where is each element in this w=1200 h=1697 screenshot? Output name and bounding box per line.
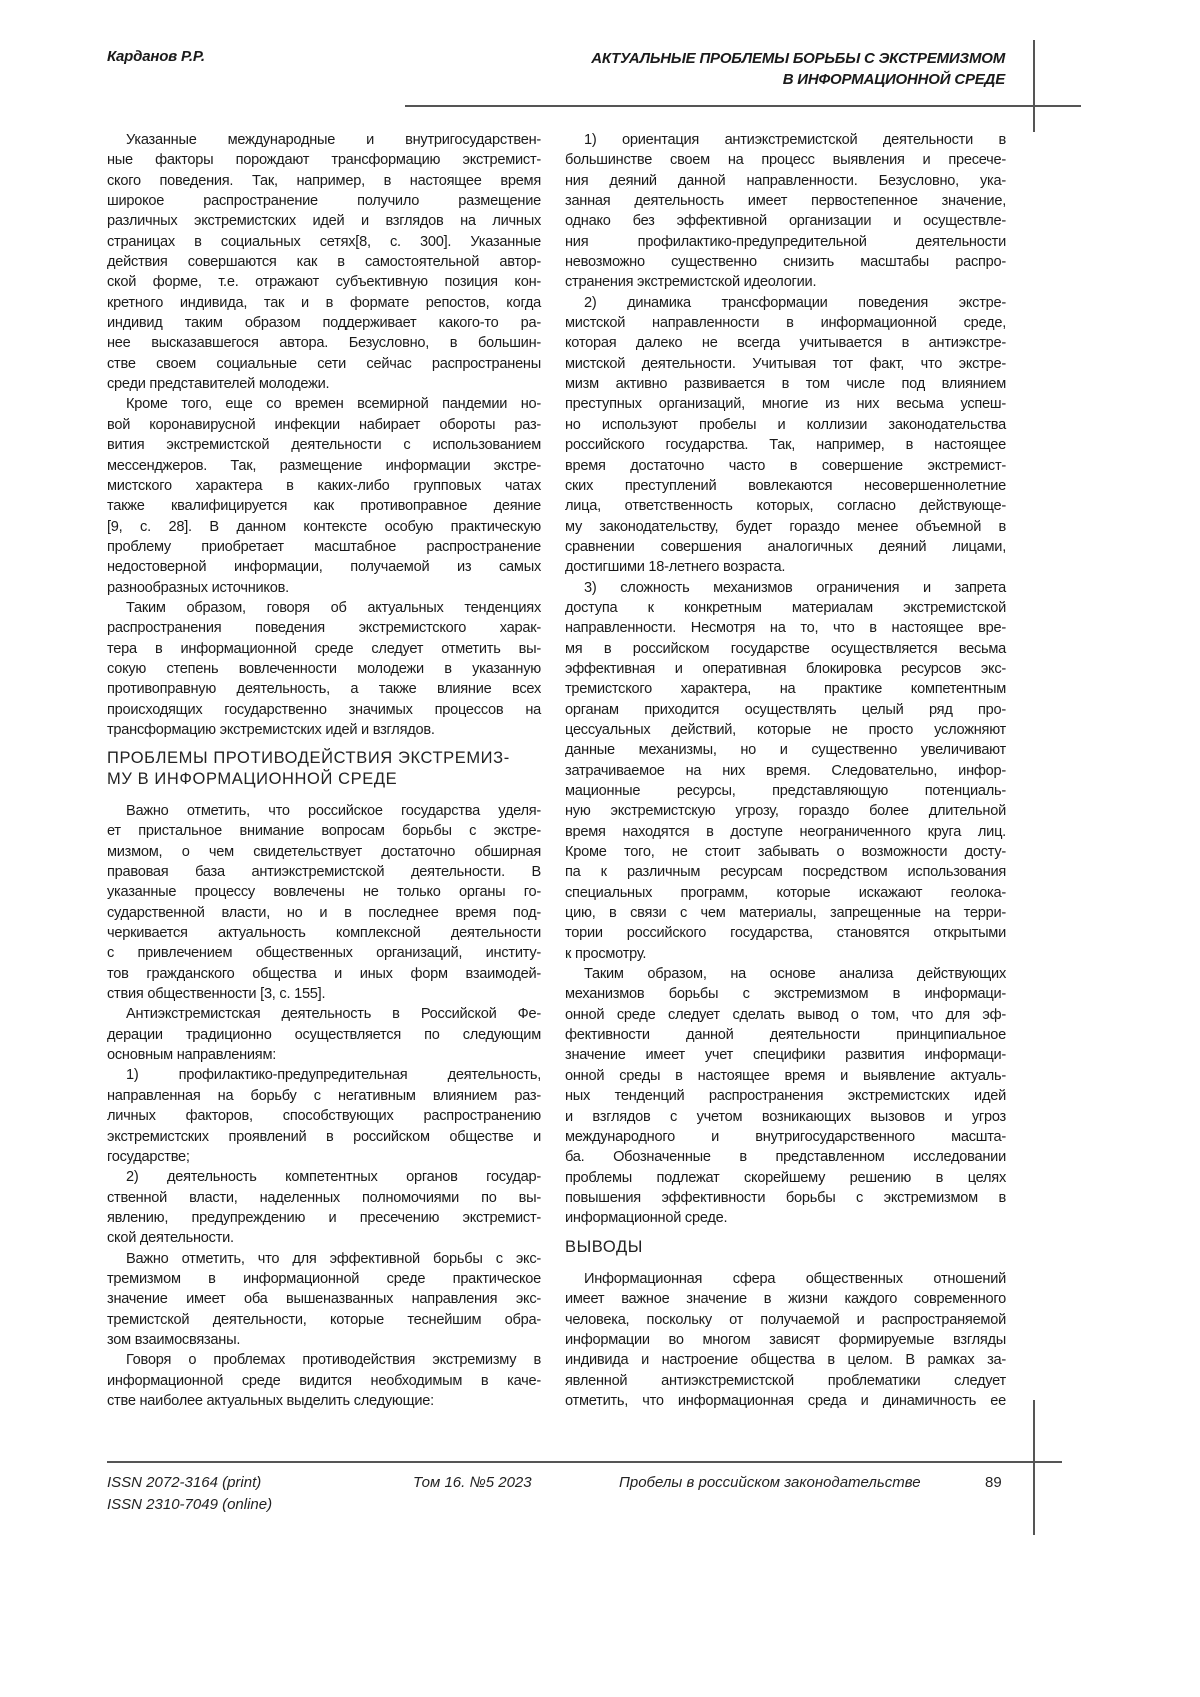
paragraph [565, 578, 1006, 965]
text-line: тории российского государства, становятся открытыми [565, 923, 1006, 943]
text-line: странения экстремистской идеологии. [565, 272, 1006, 292]
text-line: Кроме того, не стоит забывать о возможности досту- [565, 842, 1006, 862]
text-line: личных факторов, способствующих распространению [107, 1106, 541, 1126]
text-line: ба. Обозначенные в представленном исследовании [565, 1147, 1006, 1167]
paragraph [107, 598, 541, 740]
text-line: мистского характера в каких-либо групповых чатах [107, 476, 541, 496]
text-line: отметить, что информационная среда и динамичность ее [565, 1391, 1006, 1411]
text-line: мя в российском государстве осуществляется весьма [565, 639, 1006, 659]
text-line: ственной власти, наделенных полномочиями по вы- [107, 1188, 541, 1208]
text-line: цию, в связи с чем материалы, запрещенные на терри- [565, 903, 1006, 923]
text-line: распространения поведения экстремистского харак- [107, 618, 541, 638]
text-line: российского государства. Так, например, в настоящее [565, 435, 1006, 455]
journal-name: Пробелы в российском законодательстве [619, 1474, 921, 1491]
text-line: тремистской деятельности, которые теснейшим обра- [107, 1310, 541, 1330]
text-line: Антиэкстремистская деятельность в Российской Фе- [107, 1004, 541, 1024]
running-head-title [591, 48, 1005, 90]
text-line: различных экстремистских идей и взглядов на личных [107, 211, 541, 231]
text-line: цессуальных действий, которые не просто усложняют [565, 720, 1006, 740]
text-line: с привлечением общественных организаций, институ- [107, 943, 541, 963]
section-heading [565, 1237, 1006, 1257]
paragraph [107, 1004, 541, 1065]
paragraph [107, 1249, 541, 1351]
text-line: па к различным ресурсам посредством использования [565, 862, 1006, 882]
text-line: сокую степень вовлеченности молодежи в указанную [107, 659, 541, 679]
text-line: и взглядов с учетом возникающих вызовов и угроз [565, 1107, 1006, 1127]
text-line: большинстве своем на процесс выявления и пресече- [565, 150, 1006, 170]
text-line: органам приходится осуществлять целый ряд про- [565, 700, 1006, 720]
text-line: затрачиваемое на них время. Следовательно, инфор- [565, 761, 1006, 781]
text-line: ные факторы порождают трансформацию экстремист- [107, 150, 541, 170]
text-line: но используют пробелы и коллизии законодательства [565, 415, 1006, 435]
footer-vertical-rule [1033, 1400, 1035, 1535]
text-line: нее высказавшегося автора. Безусловно, в большин- [107, 333, 541, 353]
text-line: ных тенденций распространения экстремистских идей [565, 1086, 1006, 1106]
text-line: достигшими 18-летнего возраста. [565, 557, 1006, 577]
text-line: страницах в социальных сетях[8, с. 300]. Указанные [107, 232, 541, 252]
text-line: данные механизмы, но и существенно увеличивают [565, 740, 1006, 760]
paragraph [107, 801, 541, 1004]
right-column [565, 130, 1006, 1411]
text-line: Важно отметить, что для эффективной борьбы с экс- [107, 1249, 541, 1269]
text-line: государстве; [107, 1147, 541, 1167]
header-horizontal-rule [405, 105, 1081, 107]
section-heading [107, 748, 541, 789]
text-line: противоправную деятельность, а также влияние всех [107, 679, 541, 699]
text-line: значение имеет учет специфики развития информаци- [565, 1045, 1006, 1065]
text-line: информационной среде видится необходимым в каче- [107, 1371, 541, 1391]
text-line: явленной антиэкстремистской проблематики следует [565, 1371, 1006, 1391]
text-line: повышения эффективности борьбы с экстремизмом в [565, 1188, 1006, 1208]
text-line: мизмом, о чем свидетельствует достаточно обширная [107, 842, 541, 862]
text-line: происходящих государственно значимых процессов на [107, 700, 541, 720]
paragraph [565, 130, 1006, 293]
text-line: направленности. Несмотря на то, что в настоящее вре- [565, 618, 1006, 638]
text-line: преступных организаций, многие из них весьма успеш- [565, 394, 1006, 414]
text-line: тера в информационной среде следует отметить вы- [107, 639, 541, 659]
volume-issue: Том 16. №5 2023 [413, 1474, 532, 1491]
text-line: ную экстремистскую угрозу, гораздо более длительной [565, 801, 1006, 821]
text-line: значение имеет оба вышеназванных направления экс- [107, 1289, 541, 1309]
left-column [107, 130, 541, 1411]
text-line: 2) деятельность компетентных органов государ- [107, 1167, 541, 1187]
text-line: широкое распространение получило размещение [107, 191, 541, 211]
text-line: кретного индивида, так и в формате репостов, когда [107, 293, 541, 313]
text-line: время достаточно часто в совершение экстремист- [565, 456, 1006, 476]
text-line: эффективная и оперативная блокировка ресурсов экс- [565, 659, 1006, 679]
text-line: однако без эффективной организации и осуществле- [565, 211, 1006, 231]
paragraph [565, 964, 1006, 1228]
text-line: Кроме того, еще со времен всемирной пандемии но- [107, 394, 541, 414]
text-line: Указанные международные и внутригосударствен- [107, 130, 541, 150]
text-line: лица, ответственность которых, согласно действующе- [565, 496, 1006, 516]
paragraph [107, 130, 541, 394]
text-line: к просмотру. [565, 944, 1006, 964]
running-head-title-line: В ИНФОРМАЦИОННОЙ СРЕДЕ [591, 69, 1005, 90]
text-line: фективности данной деятельности принципиальное [565, 1025, 1006, 1045]
paragraph [107, 394, 541, 597]
text-line: разнообразных источников. [107, 578, 541, 598]
text-line: мистской деятельности. Учитывая тот факт, что экстре- [565, 354, 1006, 374]
text-line: недостоверной информации, получаемой из самых [107, 557, 541, 577]
text-line: указанные процессу вовлечены не только органы го- [107, 882, 541, 902]
text-line: тремистского характера, на практике компетентным [565, 679, 1006, 699]
text-line: мизм активно развивается в том числе под влиянием [565, 374, 1006, 394]
paragraph [565, 293, 1006, 578]
text-line: онной среды в настоящее время и выявление актуаль- [565, 1066, 1006, 1086]
text-line: также квалифицируется как противоправное деяние [107, 496, 541, 516]
text-line: информационной среде. [565, 1208, 1006, 1228]
text-line: тремизмом в информационной среде практическое [107, 1269, 541, 1289]
text-line: сударственной власти, но и в последнее время под- [107, 903, 541, 923]
paragraph [107, 1167, 541, 1248]
running-head-author: Карданов Р.Р. [107, 48, 205, 65]
text-line: 1) ориентация антиэкстремистской деятельности в [565, 130, 1006, 150]
text-line: механизмов борьбы с экстремизмом в информаци- [565, 984, 1006, 1004]
text-line: явлению, предупреждению и пресечению экстремист- [107, 1208, 541, 1228]
text-line: международного и внутригосударственного масшта- [565, 1127, 1006, 1147]
text-line: ет пристальное внимание вопросам борьбы с экстре- [107, 821, 541, 841]
text-line: занная деятельность имеет первостепенное значение, [565, 191, 1006, 211]
text-line: доступа к конкретным материалам экстремистской [565, 598, 1006, 618]
heading-line: МУ В ИНФОРМАЦИОННОЙ СРЕДЕ [107, 769, 541, 789]
text-line: стве наиболее актуальных выделить следующие: [107, 1391, 541, 1411]
text-line: индивид таким образом поддерживает какого-то ра- [107, 313, 541, 333]
text-line: ния профилактико-предупредительной деятельности [565, 232, 1006, 252]
text-line: экстремистских проявлений в российском обществе и [107, 1127, 541, 1147]
text-line: которая далеко не всегда учитывается в антиэкстре- [565, 333, 1006, 353]
paragraph [565, 1269, 1006, 1411]
issn-online: ISSN 2310-7049 (online) [107, 1496, 272, 1513]
header-vertical-rule [1033, 40, 1035, 132]
text-line: стве своем социальные сети сейчас распространены [107, 354, 541, 374]
text-line: время находятся в доступе неограниченного круга лиц. [565, 822, 1006, 842]
paragraph [107, 1350, 541, 1411]
text-line: черкивается актуальность комплексной деятельности [107, 923, 541, 943]
text-line: му законодательству, будет гораздо менее объемной в [565, 517, 1006, 537]
text-line: дерации традиционно осуществляется по следующим [107, 1025, 541, 1045]
text-line: 1) профилактико-предупредительная деятельность, [107, 1065, 541, 1085]
heading-line: ПРОБЛЕМЫ ПРОТИВОДЕЙСТВИЯ ЭКСТРЕМИЗ- [107, 748, 541, 768]
text-line: среди представителей молодежи. [107, 374, 541, 394]
text-line: проблемы подлежат скорейшему решению в целях [565, 1168, 1006, 1188]
running-head-title-line: АКТУАЛЬНЫЕ ПРОБЛЕМЫ БОРЬБЫ С ЭКСТРЕМИЗМОМ [591, 48, 1005, 69]
paragraph [107, 1065, 541, 1167]
page-number: 89 [985, 1474, 1002, 1491]
text-line: Говоря о проблемах противодействия экстремизму в [107, 1350, 541, 1370]
text-line: специальных программ, которые искажают геолока- [565, 883, 1006, 903]
text-line: тов гражданского общества и иных форм взаимодей- [107, 964, 541, 984]
text-line: проблему приобретает масштабное распространение [107, 537, 541, 557]
text-line: правовая база антиэкстремистской деятельности. В [107, 862, 541, 882]
text-line: сравнении совершения аналогичных деяний лицами, [565, 537, 1006, 557]
text-line: ской форме, т.е. отражают субъективную позиция кон- [107, 272, 541, 292]
text-line: основным направлениям: [107, 1045, 541, 1065]
text-line: человека, поскольку от получаемой и распространяемой [565, 1310, 1006, 1330]
text-line: [9, с. 28]. В данном контексте особую практическую [107, 517, 541, 537]
text-line: индивида и настроение общества в целом. В рамках за- [565, 1350, 1006, 1370]
text-line: ской деятельности. [107, 1228, 541, 1248]
text-line: вой коронавирусной инфекции набирает обороты раз- [107, 415, 541, 435]
text-line: Информационная сфера общественных отношений [565, 1269, 1006, 1289]
text-line: Таким образом, на основе анализа действующих [565, 964, 1006, 984]
text-line: ствия общественности [3, с. 155]. [107, 984, 541, 1004]
text-line: действия совершаются как в самостоятельной автор- [107, 252, 541, 272]
text-line: ского поведения. Так, например, в настоящее время [107, 171, 541, 191]
text-line: мационные ресурсы, представляющую потенциаль- [565, 781, 1006, 801]
text-line: Таким образом, говоря об актуальных тенденциях [107, 598, 541, 618]
issn-print: ISSN 2072-3164 (print) [107, 1474, 261, 1491]
text-line: 3) сложность механизмов ограничения и запрета [565, 578, 1006, 598]
text-line: Важно отметить, что российское государства уделя- [107, 801, 541, 821]
text-line: мессенджеров. Так, размещение информации экстре- [107, 456, 541, 476]
text-line: имеет важное значение в жизни каждого современного [565, 1289, 1006, 1309]
footer-horizontal-rule [107, 1461, 1062, 1463]
text-line: онной среде следует сделать вывод о том, что для эф- [565, 1005, 1006, 1025]
text-line: трансформацию экстремистских идей и взглядов. [107, 720, 541, 740]
text-line: мистской направленности в информационной среде, [565, 313, 1006, 333]
text-line: направленная на борьбу с негативным влиянием раз- [107, 1086, 541, 1106]
text-line: вития экстремистской деятельности с использованием [107, 435, 541, 455]
text-line: 2) динамика трансформации поведения экстре- [565, 293, 1006, 313]
heading-line: ВЫВОДЫ [565, 1237, 1006, 1257]
text-line: информации во многом зависят формируемые взгляды [565, 1330, 1006, 1350]
text-line: ния деяний данной направленности. Безусловно, ука- [565, 171, 1006, 191]
text-line: невозможно существенно снизить масштабы распро- [565, 252, 1006, 272]
text-line: зом взаимосвязаны. [107, 1330, 541, 1350]
text-line: ских преступлений вовлекаются несовершеннолетние [565, 476, 1006, 496]
